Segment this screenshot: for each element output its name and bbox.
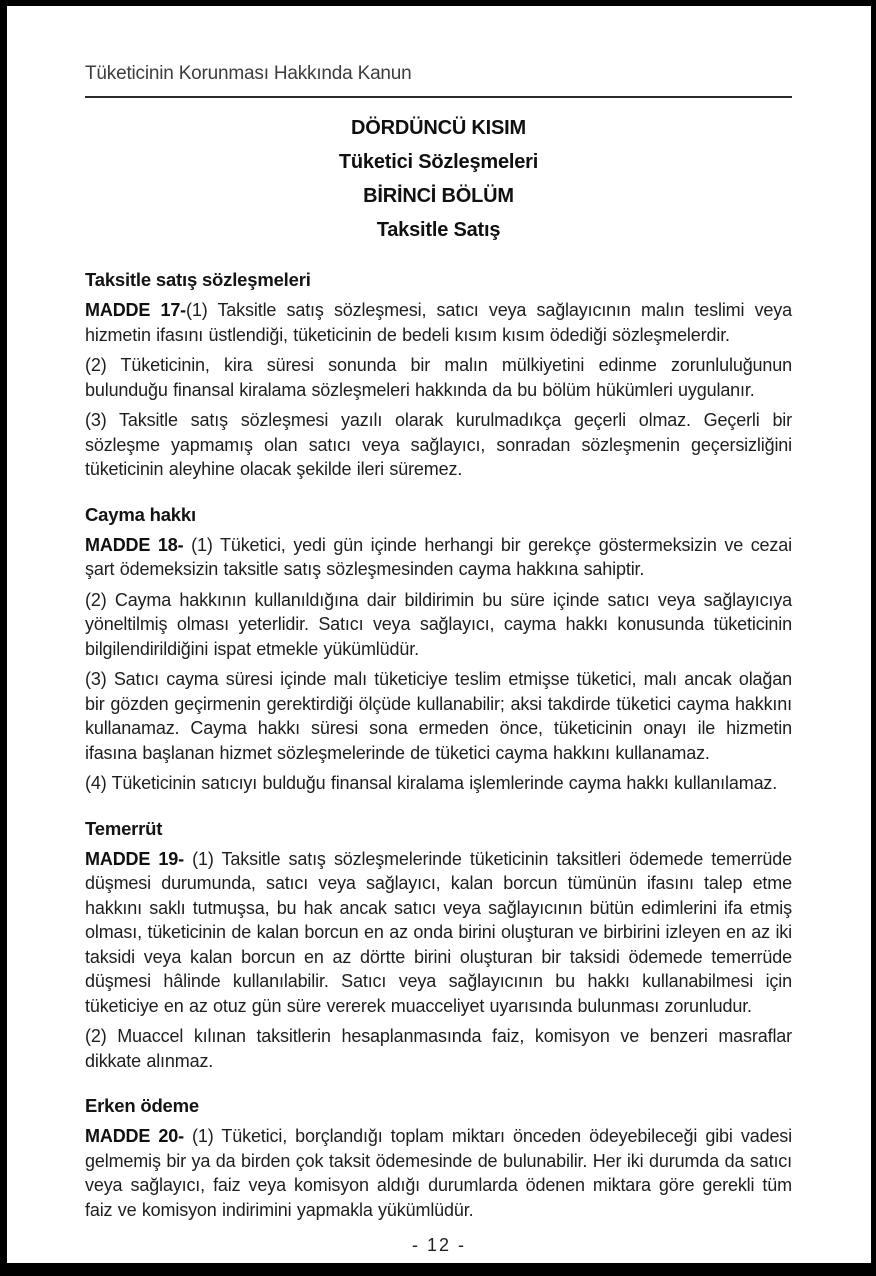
section-title: Erken ödeme [85,1095,199,1116]
section-title: Cayma hakkı [85,503,196,525]
paragraph-text: (1) Taksitle satış sözleşmesi, satıcı veya sağlayıcının malın teslimi veya hizmetin ifasını üstlendiği, tüketicinin de bedeli kısım kısım ödediği sözleşmelerdir. [85,300,792,345]
section-title: Temerrüt [85,817,163,839]
section-title: Taksitle satış sözleşmeleri [85,269,311,290]
paragraph [85,667,792,765]
paragraph-text: (4) Tüketicinin satıcıyı bulduğu finansal kiralama işlemlerinde cayma hakkı kullanılamaz. [85,773,778,793]
paragraph-text: (2) Tüketicinin, kira süresi sonunda bir malın mülkiyetini edinme zorunluluğunun bulunduğu finansal kiralama sözleşmeleri hakkında da bu bölüm hükümleri uygulanır. [85,355,792,400]
paragraph-text: (1) Tüketici, yedi gün içinde herhangi bir gerekçe göstermeksizin ve cezai şart ödemeksizin taksitle satış sözleşmesinden cayma hakkına sahiptir. [85,534,792,579]
page-number: - 12 - [411,1235,466,1255]
paragraph-text: (3) Taksitle satış sözleşmesi yazılı olarak kurulmadıkça geçerli olmaz. Geçerli bir sözleşme yapmamış olan satıcı veya sağlayıcı, sonradan sözleşmenin geçersizliğini tüketicinin aleyhine olacak şekilde ileri süremez. [85,410,792,479]
madde-label: MADDE 17- [85,300,187,320]
paragraph-text: (3) Satıcı cayma süresi içinde malı tüketiciye teslim etmişse tüketici, malı ancak olağan bir gözden geçirmenin gerektirdiği ölçüde kullanabilir; aksi takdirde tüketici cayma hakkını kullanamaz. Cayma hakkı süresi sona ermeden önce, tüketicinin onayı ile hizmetin ifasına başlanan hizmet sözleşmelerinde de tüketici cayma hakkını kullanamaz. [85,669,792,763]
page-content [85,6,792,1222]
paragraph-text: (1) Taksitle satış sözleşmelerinde tüketicinin taksitleri ödemede temerrüde düşmesi durumunda, satıcı veya sağlayıcı, kalan borcun tümünün ifasını talep etme hakkını saklı tutmuşsa, bu hak ancak satıcı veya sağlayıcının bütün edimlerini ifa etmiş olması, tüketicinin de kalan borcun en az onda birini oluşturan ve birbirini izleyen en az iki taksidi veya kalan borcun en az dörtte birini oluşturan bir taksidi ödemede temerrüde düşmesi hâlinde kullanılabilir. Satıcı veya sağlayıcının bu hakkı kullanabilmesi için tüketiciye en az otuz gün süre vererek muacceliyet uyarısında bulunması zorunludur. [85,848,792,1016]
paragraph [85,771,792,796]
madde-label: MADDE 20- [85,1126,184,1146]
paragraph [85,1024,792,1073]
heading-kisim: DÖRDÜNCÜ KISIM [351,117,526,139]
header-divider [85,96,792,98]
running-header: Tüketicinin Korunması Hakkında Kanun [85,63,412,84]
paragraph-text: (1) Tüketici, borçlandığı toplam miktarı önceden ödeyebileceği gibi vadesi gelmemiş bir ya da birden çok taksit ödemesinde de bulunabilir. Her iki durumda da satıcı veya sağlayıcı, faiz veya komisyon aldığı durumlarda ödenen miktara göre gerekli tüm faiz ve komisyon indirimini yapmakla yükümlüdür. [85,1126,793,1220]
section-temerrut [85,816,792,1074]
heading-kisim-title: Tüketici Sözleşmeleri [338,151,539,173]
section-erken-odeme [85,1093,792,1222]
paragraph [85,533,792,582]
paragraph [85,847,792,1019]
paragraph [85,408,792,482]
paragraph-text: (2) Cayma hakkının kullanıldığına dair bildirimin bu süre içinde satıcı veya sağlayıcıya yöneltilmiş olması yeterlidir. Satıcı veya sağlayıcı, cayma hakkı konusunda tüketicinin bilgilendirildiğini ispat etmekle yükümlüdür. [85,589,792,659]
heading-bolum: BİRİNCİ BÖLÜM [363,185,514,207]
madde-label: MADDE 18- [85,534,184,555]
madde-label: MADDE 19- [85,848,184,869]
section-cayma-hakki [85,502,792,796]
paragraph [85,1124,792,1222]
part-headings [85,111,792,247]
document-page [7,6,871,1263]
section-taksitle-satis-sozlesmeleri [85,267,792,482]
paragraph-text: (2) Muaccel kılınan taksitlerin hesaplanmasında faiz, komisyon ve benzeri masraflar dikkate alınmaz. [85,1026,792,1071]
heading-bolum-title: Taksitle Satış [376,219,501,241]
paragraph [85,353,792,402]
paragraph [85,298,792,347]
paragraph [85,588,792,662]
